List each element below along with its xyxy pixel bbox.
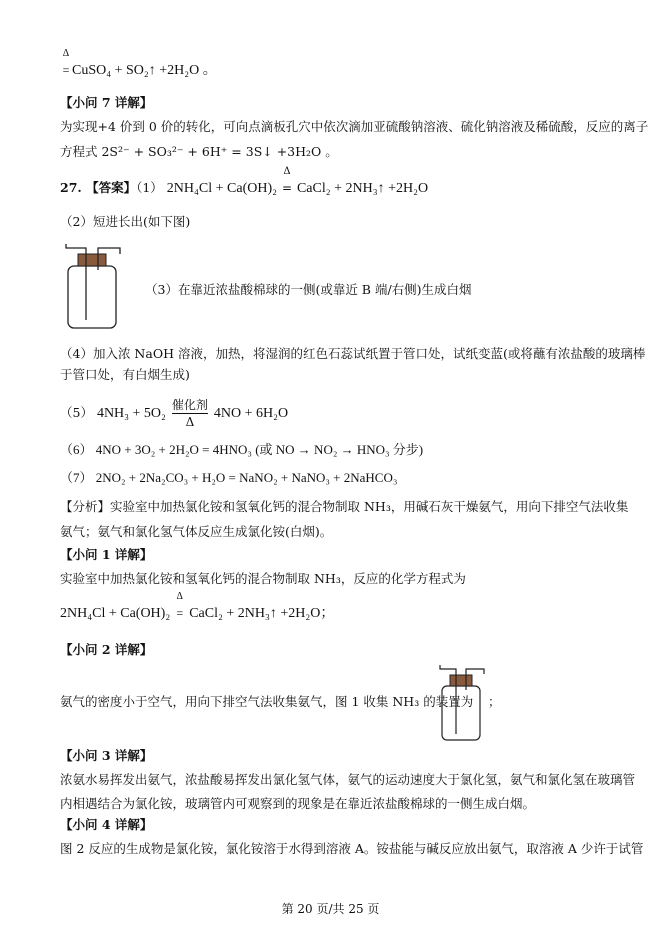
part-2: （2）短进长出(如下图): [60, 214, 191, 229]
q3-line-b: 内相遇结合为氯化铵，玻璃管内可观察到的现象是在靠近浓盐酸棉球的一侧生成白烟。: [60, 796, 536, 811]
part-5: [60, 396, 288, 430]
q2-text-line: [60, 692, 473, 712]
q7-header: 【小问 7 详解】: [60, 95, 153, 110]
part-5-label: （5）: [60, 405, 93, 420]
q4-line-a: 图 2 反应的生成物是氯化铵，氯化铵溶于水得到溶液 A。铵盐能与碱反应放出氨气，取溶液 A 少许于试管: [60, 841, 644, 856]
q3-header: 【小问 3 详解】: [60, 748, 153, 763]
equation-line-1: [60, 48, 217, 81]
part-5-left: 4NH₃ + 5O₂: [96, 406, 166, 421]
q2-text: 氨气的密度小于空气，用向下排空气法收集氨气，图 1 收集 NH₃ 的装置为: [60, 694, 474, 709]
q1-eq-right: CaCl₂ + 2NH₃↑ +2H₂O；: [189, 606, 335, 621]
q7-para-2: 方程式 2S²⁻ + SO₃²⁻ + 6H⁺ = 3S↓ +3H₂O 。: [60, 144, 338, 159]
q7-para-1: 为实现+4 价到 0 价的转化，可向点滴板孔穴中依次滴加亚硫酸钠溶液、硫化钠溶液及稀硫酸，反应的离子: [60, 119, 649, 134]
delta-equals-sign: Δ =: [176, 591, 184, 620]
q1-equation: [60, 591, 335, 624]
q27-part1-label: （1）: [136, 180, 163, 195]
q27-prefix: 27. 【答案】: [60, 180, 137, 195]
q1-eq-left: 2NH₄Cl + Ca(OH)₂: [60, 606, 171, 621]
gas-collection-bottle-icon: [62, 240, 134, 332]
q1-text: 实验室中加热氯化铵和氢氧化钙的混合物制取 NH₃，反应的化学方程式为: [60, 571, 466, 586]
q4-header: 【小问 4 详解】: [60, 817, 153, 832]
part-5-right: 4NO + 6H₂O: [213, 406, 289, 421]
part-3: （3）在靠近浓盐酸棉球的一侧(或靠近 B 端/右侧)生成白烟: [145, 282, 472, 297]
catalyst-label: 催化剂: [171, 398, 208, 412]
q27-part1-right: CaCl₂ + 2NH₃↑ +2H₂O: [296, 181, 429, 196]
analysis-line-1: 【分析】实验室中加热氯化铵和氢氧化钙的混合物制取 NH₃，用碱石灰干燥氨气，用向下排空气法收集: [60, 499, 629, 514]
catalyst-condition: [172, 398, 208, 429]
part-6: （6） 4NO + 3O₂ + 2H₂O = 4HNO₃ (或 NO → NO₂ → HNO₃ 分步): [60, 442, 424, 457]
page-footer: 第 20 页/共 25 页: [281, 902, 380, 916]
q1-header: 【小问 1 详解】: [60, 547, 153, 562]
q27-answer-line: [60, 166, 429, 199]
gas-collection-bottle-icon-small: [436, 662, 492, 742]
part-4-b: 于管口处，有白烟生成): [60, 367, 190, 382]
part-7: （7） 2NO₂ + 2Na₂CO₃ + H₂O = NaNO₂ + NaNO₃ + 2NaHCO₃: [60, 470, 398, 485]
analysis-line-2: 氨气；氨气和氯化氢气体反应生成氯化铵(白烟)。: [60, 524, 333, 539]
delta-equals-sign: Δ =: [62, 48, 70, 77]
equation-line-1-text: CuSO₄ + SO₂↑ +2H₂O 。: [72, 63, 217, 78]
q27-part1-left: 2NH₄Cl + Ca(OH)₂: [166, 181, 277, 196]
heat-label: Δ: [185, 415, 195, 429]
q3-line-a: 浓氨水易挥发出氨气，浓盐酸易挥发出氯化氢气体，氨气的运动速度大于氯化氢，氨气和氯化氢在玻璃管: [60, 772, 636, 787]
part-4-a: （4）加入浓 NaOH 溶液，加热，将湿润的红色石蕊试纸置于管口处，试纸变蓝(或将蘸有浓盐酸的玻璃棒: [60, 346, 646, 361]
q2-end: ；: [488, 694, 501, 709]
delta-equals-sign: Δ =: [281, 166, 293, 195]
q2-header: 【小问 2 详解】: [60, 642, 153, 657]
